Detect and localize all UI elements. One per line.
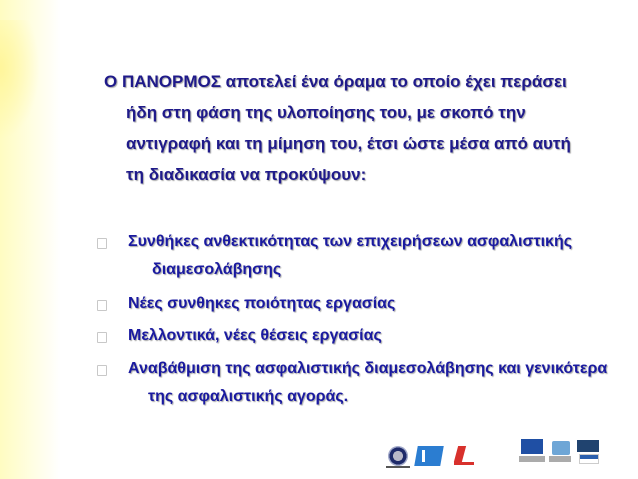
bullet-text: Μελλοντικά, νέες θέσεις εργασίας — [128, 327, 382, 344]
bullet-item — [128, 290, 618, 318]
bullet-item — [128, 322, 618, 350]
bullet-item — [128, 228, 618, 284]
bullet-marker-icon — [97, 238, 107, 249]
bullet-item — [128, 355, 618, 411]
partner-red-logo-caption — [454, 462, 474, 465]
intro-line: τη διαδικασία να προκύψουν: — [126, 165, 367, 184]
intro-line: αντιγραφή και τη μίμηση του, έτσι ώστε μέσα από αυτή — [126, 134, 571, 153]
espa-logo-icon — [577, 440, 599, 452]
operational-programme-logo-icon — [552, 441, 570, 455]
partner-blue-logo-mark — [422, 450, 435, 462]
bullet-marker-icon — [97, 332, 107, 343]
bullet-text-continuation: διαμεσολάβησης — [152, 261, 282, 278]
bullet-text: Αναβάθμιση της ασφαλιστικής διαμεσολάβησης και γενικότερα — [128, 360, 608, 377]
bullet-text-continuation: της ασφαλιστικής αγοράς. — [148, 388, 349, 405]
eu-flag-logo-icon — [521, 439, 543, 454]
seal-logo-icon — [388, 446, 408, 466]
greek-flag-icon — [579, 454, 599, 464]
eu-logo-caption — [519, 456, 545, 462]
decorative-glow-highlight — [0, 20, 40, 140]
bullet-marker-icon — [97, 365, 107, 376]
bullet-text: Νέες συνθηκες ποιότητας εργασίας — [128, 295, 396, 312]
operational-programme-logo-caption — [549, 456, 571, 462]
intro-line: ήδη στη φάση της υλοποίησης του, με σκοπό την — [126, 103, 526, 122]
intro-line: Ο ΠΑΝΟΡΜΟΣ αποτελεί ένα όραμα το οποίο έχει περάσει — [104, 72, 567, 91]
bullet-marker-icon — [97, 300, 107, 311]
seal-logo-caption — [386, 466, 410, 468]
partner-red-logo-icon — [454, 446, 466, 462]
bullet-text: Συνθήκες ανθεκτικότητας των επιχειρήσεων ασφαλιστικής — [128, 233, 573, 250]
intro-paragraph — [104, 66, 604, 190]
